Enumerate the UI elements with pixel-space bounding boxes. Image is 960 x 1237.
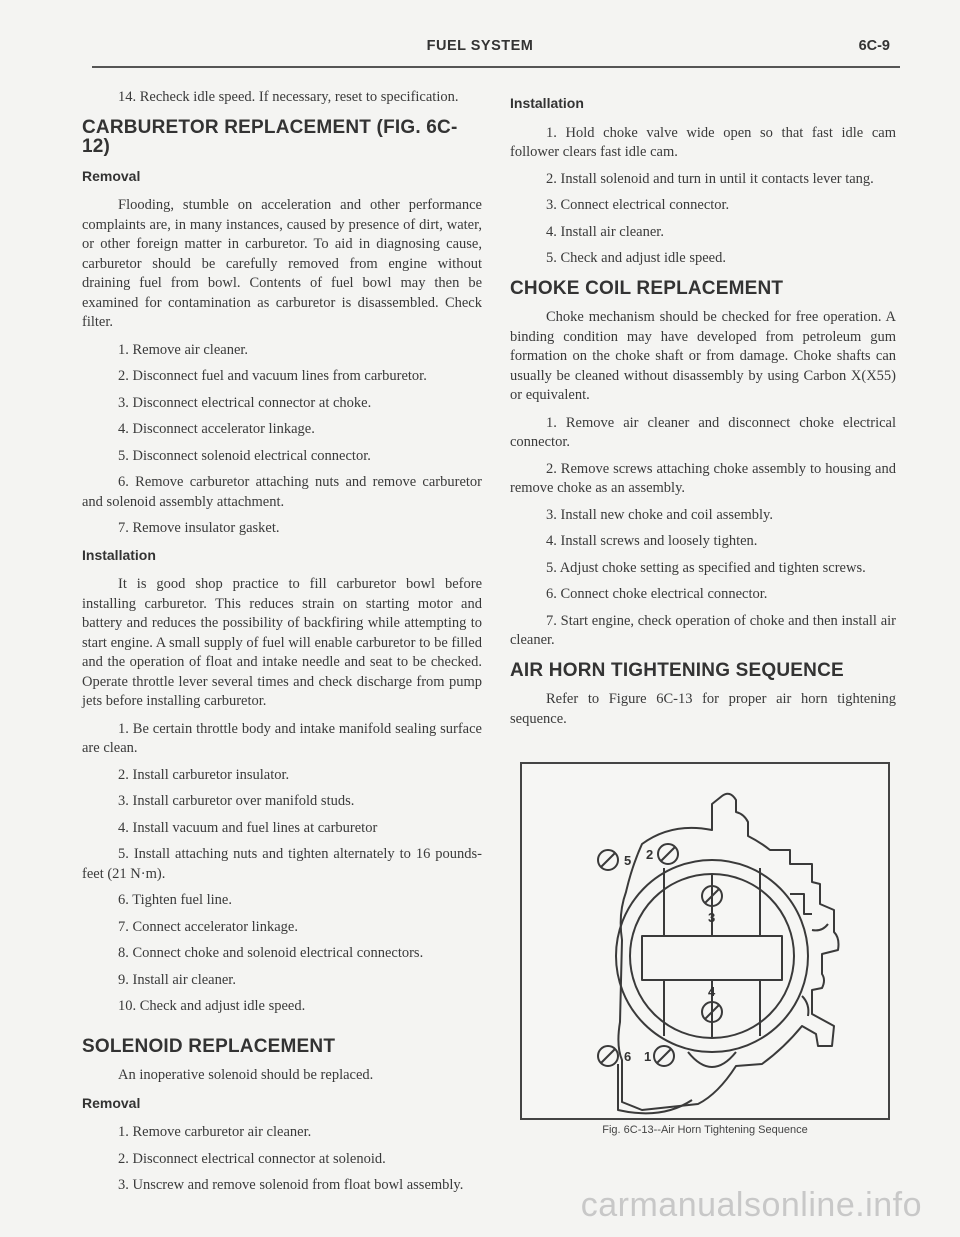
installation-step: 5. Install attaching nuts and tighten alternately to 16 pounds-feet (21 N·m). — [82, 846, 482, 882]
solenoid-paragraph: An inoperative solenoid should be replaced. — [118, 1067, 374, 1083]
installation-step: 2. Install carburetor insulator. — [118, 766, 290, 783]
choke-step: 5. Adjust choke setting as specified and tighten screws. — [546, 559, 866, 576]
removal-step: 5. Disconnect solenoid electrical connector. — [118, 447, 371, 464]
bolt-label-4: 4 — [708, 984, 716, 999]
choke-step: 3. Install new choke and coil assembly. — [546, 506, 773, 523]
installation-step: 6. Tighten fuel line. — [118, 892, 232, 908]
watermark: carmanualsonline.info — [580, 1186, 922, 1224]
installation-step: 3. Install carburetor over manifold studs. — [118, 793, 355, 809]
solenoid-installation-step: 3. Connect electrical connector. — [546, 197, 730, 213]
solenoid-removal-step: 1. Remove carburetor air cleaner. — [118, 1124, 312, 1140]
page-number: 6C-9 — [858, 38, 890, 54]
bolt-label-6: 6 — [624, 1049, 632, 1064]
left-column — [82, 88, 482, 1203]
header-rule — [92, 66, 900, 68]
choke-step: 2. Remove screws attaching choke assembly to housing and remove choke as an assembly. — [510, 460, 896, 496]
bolt-label-2: 2 — [646, 847, 654, 862]
solenoid-removal-heading: Removal — [82, 1094, 141, 1111]
installation-step: 4. Install vacuum and fuel lines at carburetor — [118, 819, 378, 836]
choke-paragraph: Choke mechanism should be checked for free operation. A binding condition may have developed from petroleum gum formation on the choke shaft or from damage. Choke shafts can usually be cleaned without disassembly by using Carbon X(X55) or equivalent. — [510, 309, 896, 403]
installation-heading: Installation — [82, 546, 156, 563]
installation-step: 10. Check and adjust idle speed. — [118, 998, 306, 1014]
solenoid-installation-step: 2. Install solenoid and turn in until it contacts lever tang. — [546, 170, 874, 187]
choke-step: 6. Connect choke electrical connector. — [546, 586, 768, 602]
solenoid-removal-step: 3. Unscrew and remove solenoid from float bowl assembly. — [118, 1177, 464, 1193]
installation-step: 9. Install air cleaner. — [118, 971, 236, 988]
bolt-label-3: 3 — [708, 910, 716, 925]
carburetor-replacement-heading: CARBURETOR REPLACEMENT (FIG. 6C-12) — [82, 116, 458, 157]
removal-step: 4. Disconnect accelerator linkage. — [118, 421, 315, 437]
choke-coil-heading: CHOKE COIL REPLACEMENT — [510, 277, 784, 299]
solenoid-removal-step: 2. Disconnect electrical connector at solenoid. — [118, 1150, 386, 1167]
solenoid-installation-step: 1. Hold choke valve wide open so that fast idle cam follower clears fast idle cam. — [510, 124, 896, 160]
installation-step: 1. Be certain throttle body and intake manifold sealing surface are clean. — [82, 720, 482, 756]
bolt-label-1: 1 — [644, 1049, 652, 1064]
air-horn-diagram — [522, 764, 888, 1118]
removal-step: 2. Disconnect fuel and vacuum lines from carburetor. — [118, 368, 427, 384]
removal-heading: Removal — [82, 167, 141, 184]
choke-step: 7. Start engine, check operation of choke and then install air cleaner. — [510, 612, 896, 648]
installation-paragraph: It is good shop practice to fill carburetor bowl before installing carburetor. This reduces strain on starting motor and battery and reduces the possibility of backfiring while attempting to start engine. A small supply of fuel will enable carburetor to be filled and the operation of float and intake needle and seat to be checked. Operate throttle lever several times and check discharge from pump jets before installing carburetor. — [82, 576, 482, 709]
recheck-step: 14. Recheck idle speed. If necessary, reset to specification. — [118, 89, 459, 105]
page-header-title: FUEL SYSTEM — [426, 38, 534, 54]
solenoid-replacement-heading: SOLENOID REPLACEMENT — [82, 1035, 336, 1057]
removal-step: 6. Remove carburetor attaching nuts and remove carburetor and solenoid assembly attachment. — [82, 474, 482, 510]
figure-caption: Fig. 6C-13--Air Horn Tightening Sequence — [602, 1124, 808, 1136]
right-column — [510, 88, 896, 737]
air-horn-paragraph: Refer to Figure 6C-13 for proper air horn tightening sequence. — [510, 691, 896, 727]
bolt-label-5: 5 — [624, 853, 632, 868]
solenoid-installation-step: 4. Install air cleaner. — [546, 223, 664, 240]
installation-step: 8. Connect choke and solenoid electrical connectors. — [118, 945, 424, 961]
removal-paragraph: Flooding, stumble on acceleration and other performance complaints are, in many instances, caused by presence of dirt, water, or other foreign matter in carburetor. To aid in diagnosing cause, carburetor should be carefully removed from engine without draining fuel from bowl. Contents of fuel bowl may then be examined for contamination as carburetor is disassembled. Check filter. — [82, 197, 482, 330]
solenoid-installation-heading: Installation — [510, 95, 584, 111]
installation-step: 7. Connect accelerator linkage. — [118, 918, 298, 935]
air-horn-heading: AIR HORN TIGHTENING SEQUENCE — [510, 659, 844, 681]
removal-step: 1. Remove air cleaner. — [118, 341, 249, 358]
solenoid-installation-step: 5. Check and adjust idle speed. — [546, 250, 726, 266]
choke-step: 4. Install screws and loosely tighten. — [546, 533, 758, 549]
removal-step: 3. Disconnect electrical connector at choke. — [118, 394, 372, 411]
air-horn-figure — [520, 762, 890, 1120]
choke-step: 1. Remove air cleaner and disconnect choke electrical connector. — [510, 414, 896, 450]
removal-step: 7. Remove insulator gasket. — [118, 520, 280, 536]
